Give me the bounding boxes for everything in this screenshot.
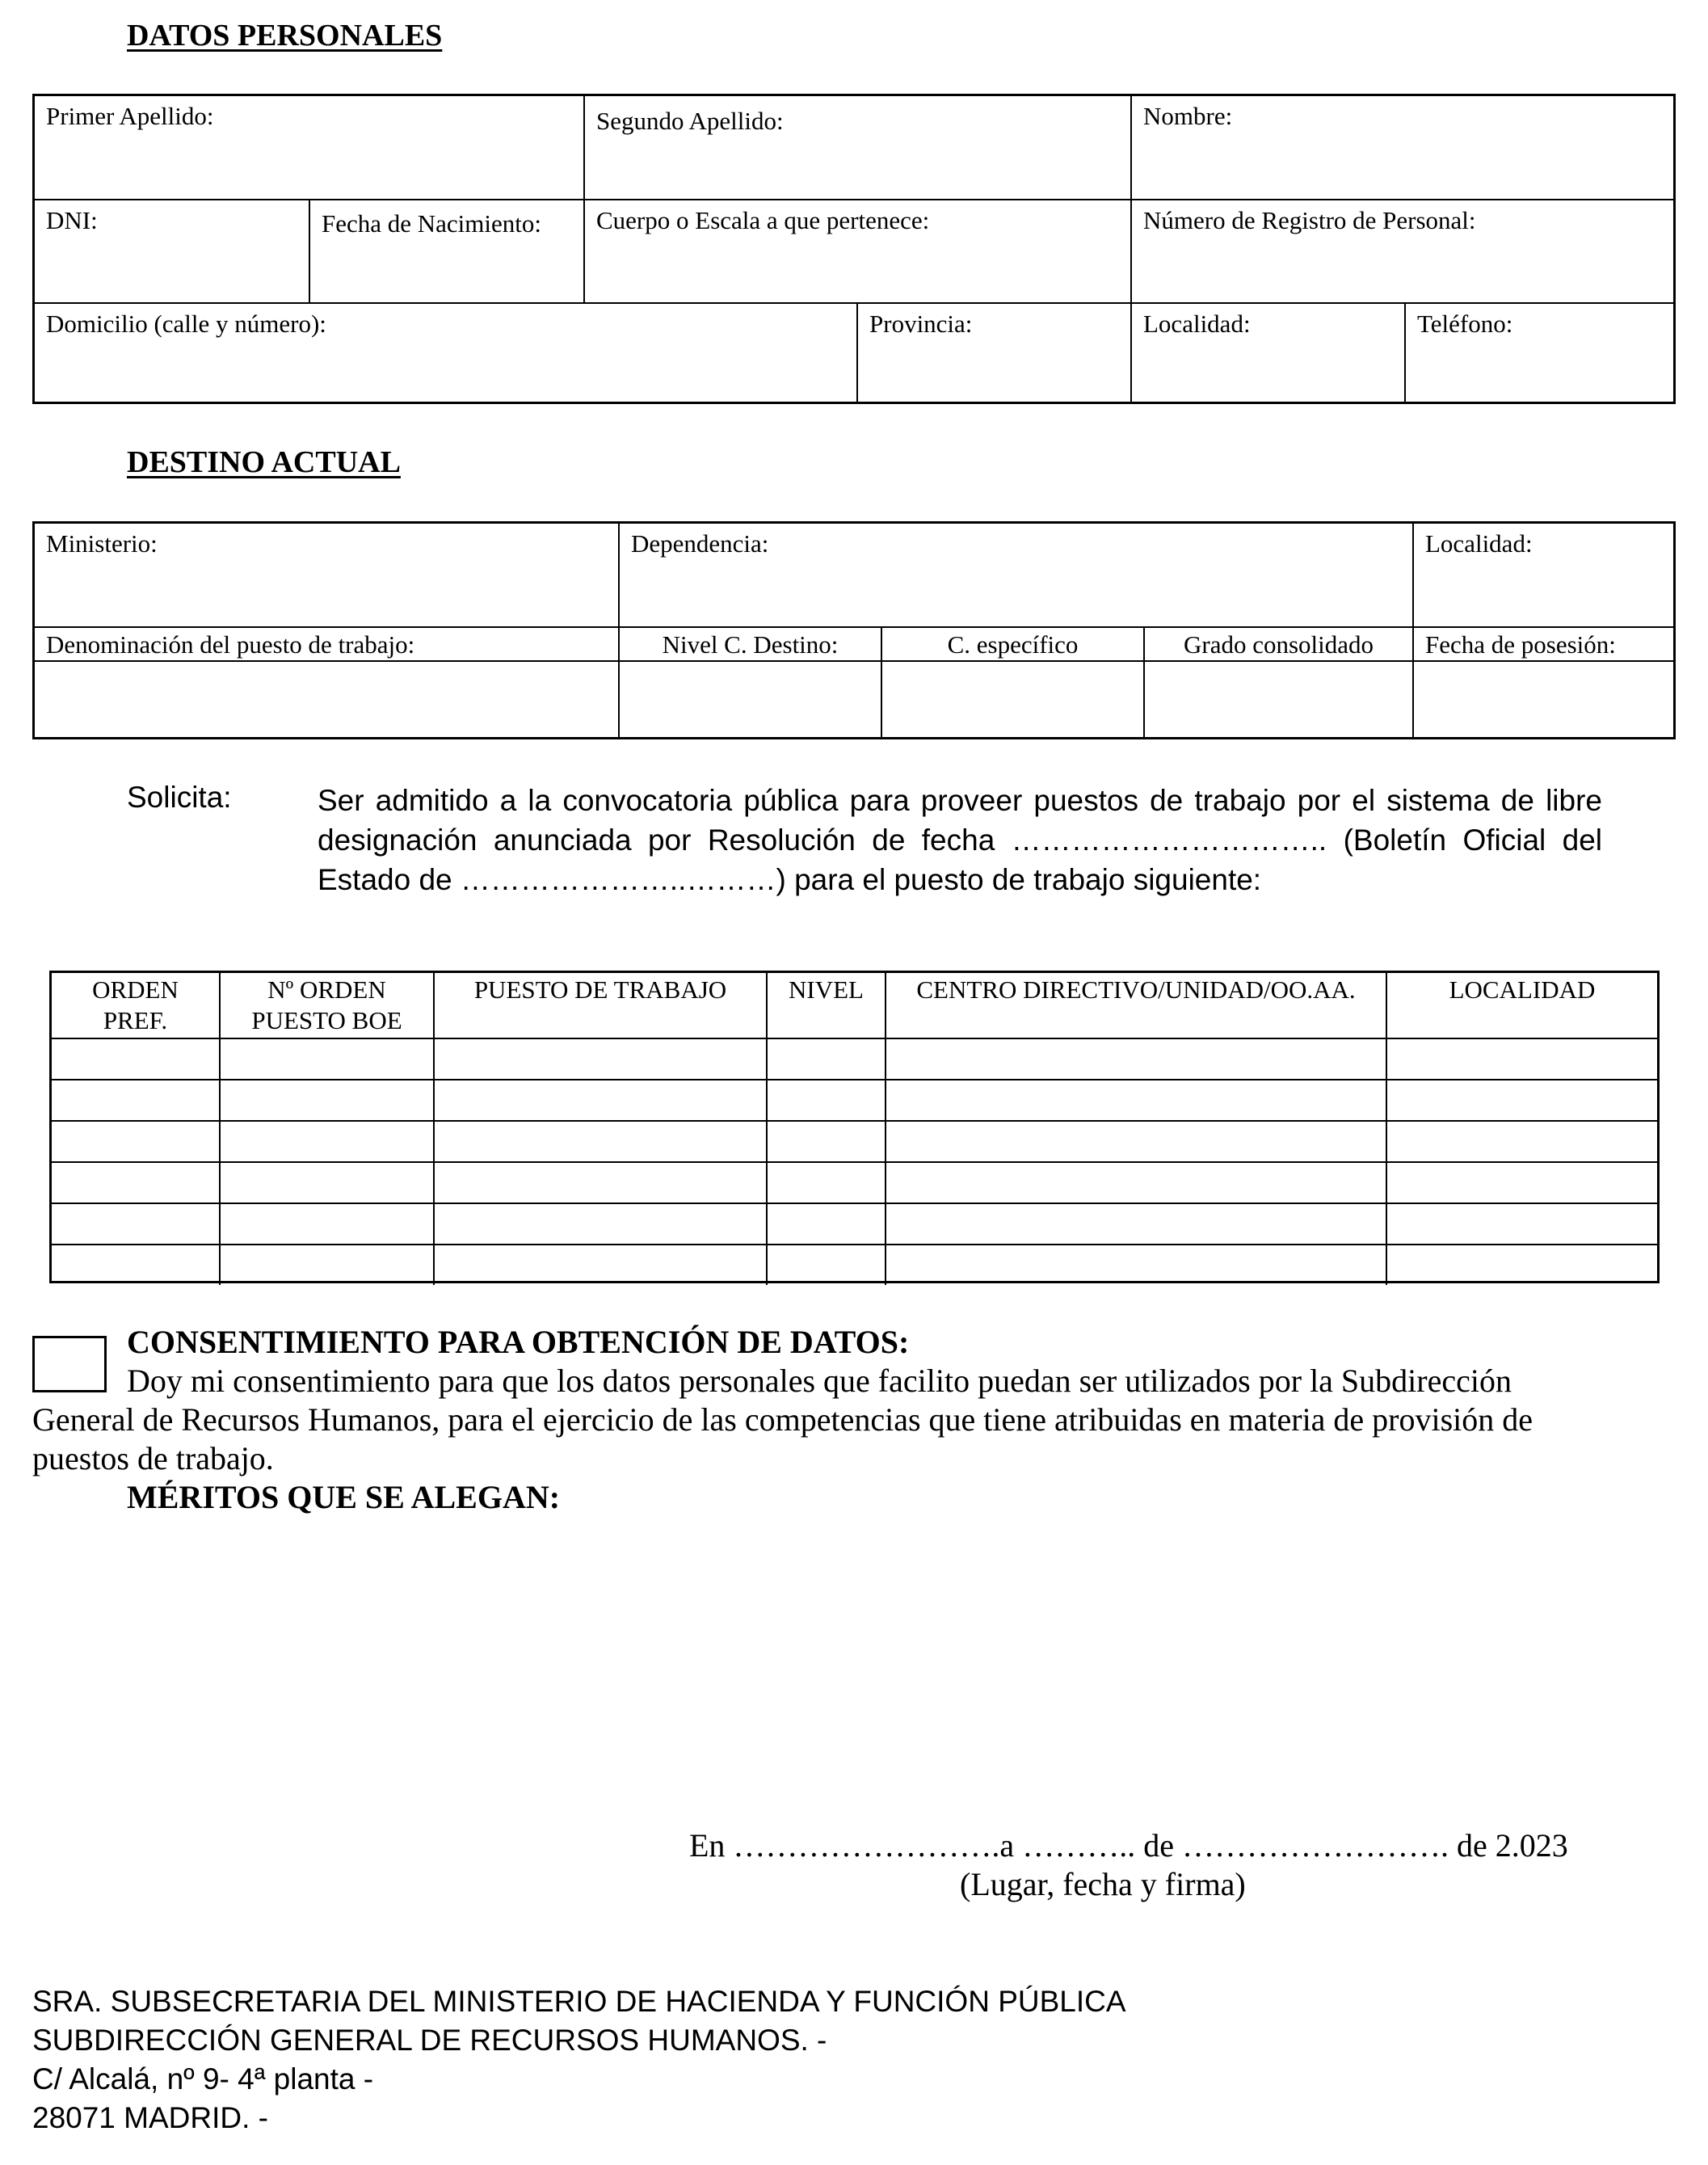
puestos-cell-n-orden-boe[interactable] [219, 1244, 433, 1285]
puestos-cell-centro-directivo[interactable] [885, 1038, 1386, 1079]
localidad-field[interactable] [1130, 302, 1404, 402]
nivel-destino-header: Nivel C. Destino: [618, 626, 881, 660]
consent-line-2: General de Recursos Humanos, para el ejercicio de las competencias que tiene atribuidas en materia de provisión de [32, 1401, 1533, 1438]
section-title-datos-personales: DATOS PERSONALES [127, 19, 443, 53]
puestos-cell-n-orden-boe[interactable] [219, 1120, 433, 1161]
nivel-destino-field[interactable] [618, 660, 881, 737]
puestos-cell-puesto-trabajo[interactable] [433, 1161, 766, 1203]
puestos-cell-orden-pref[interactable] [52, 1203, 219, 1244]
puestos-cell-localidad[interactable] [1386, 1161, 1657, 1203]
puestos-header-localidad: LOCALIDAD [1386, 973, 1657, 1038]
fecha-nacimiento-field[interactable] [309, 199, 583, 302]
domicilio-field[interactable] [35, 302, 856, 402]
solicita-line-1: Ser admitido a la convocatoria pública para proveer puestos de trabajo por el sistema de libre [318, 784, 1602, 817]
puestos-cell-nivel[interactable] [766, 1244, 885, 1285]
fecha-posesion-header: Fecha de posesión: [1412, 626, 1673, 660]
domicilio-label: Domicilio (calle y número): [46, 310, 326, 338]
puestos-cell-nivel[interactable] [766, 1161, 885, 1203]
primer-apellido-field[interactable] [35, 96, 583, 199]
puestos-cell-localidad[interactable] [1386, 1120, 1657, 1161]
puestos-cell-n-orden-boe[interactable] [219, 1038, 433, 1079]
provincia-field[interactable] [856, 302, 1130, 402]
fecha-nacimiento-label: Fecha de Nacimiento: [322, 209, 542, 238]
telefono-field[interactable] [1404, 302, 1673, 402]
ministerio-field[interactable] [35, 524, 618, 626]
meritos-area[interactable] [32, 1523, 1676, 1814]
nombre-label: Nombre: [1143, 102, 1233, 130]
consent-line-1: Doy mi consentimiento para que los datos personales que facilito puedan ser utilizados por la Subdirección [127, 1363, 1512, 1399]
segundo-apellido-label: Segundo Apellido: [596, 107, 784, 135]
puestos-cell-nivel[interactable] [766, 1120, 885, 1161]
localidad-label: Localidad: [1143, 310, 1251, 338]
solicita-label: Solicita: [127, 781, 232, 814]
dependencia-field[interactable] [618, 524, 1412, 626]
nrp-field[interactable] [1130, 199, 1673, 302]
puestos-header-centro-directivo: CENTRO DIRECTIVO/UNIDAD/OO.AA. [885, 973, 1386, 1038]
solicita-text [318, 781, 1602, 899]
puestos-cell-orden-pref[interactable] [52, 1079, 219, 1120]
firma-line: En …………………….a ……….. de ……………………. de 2.023 [689, 1827, 1568, 1864]
puestos-cell-n-orden-boe[interactable] [219, 1079, 433, 1120]
dni-field[interactable] [35, 199, 309, 302]
puestos-cell-centro-directivo[interactable] [885, 1079, 1386, 1120]
puestos-cell-puesto-trabajo[interactable] [433, 1120, 766, 1161]
fecha-posesion-field[interactable] [1412, 660, 1673, 737]
address-line-4: 28071 MADRID. - [32, 2101, 268, 2134]
puestos-cell-localidad[interactable] [1386, 1203, 1657, 1244]
cuerpo-escala-field[interactable] [583, 199, 1130, 302]
grado-consolidado-header: Grado consolidado [1143, 626, 1412, 660]
puestos-cell-puesto-trabajo[interactable] [433, 1244, 766, 1285]
puestos-cell-orden-pref[interactable] [52, 1038, 219, 1079]
puestos-header-puesto-trabajo: PUESTO DE TRABAJO [433, 973, 766, 1038]
nrp-label: Número de Registro de Personal: [1143, 206, 1476, 234]
puestos-cell-puesto-trabajo[interactable] [433, 1038, 766, 1079]
personal-data-table [32, 94, 1676, 404]
puestos-table [49, 971, 1660, 1283]
puestos-cell-nivel[interactable] [766, 1203, 885, 1244]
consent-title: CONSENTIMIENTO PARA OBTENCIÓN DE DATOS: [127, 1324, 910, 1360]
address-line-3: C/ Alcalá, nº 9- 4ª planta - [32, 2062, 374, 2096]
puestos-cell-localidad[interactable] [1386, 1079, 1657, 1120]
destino-localidad-field[interactable] [1412, 524, 1673, 626]
puestos-cell-localidad[interactable] [1386, 1038, 1657, 1079]
address-line-2: SUBDIRECCIÓN GENERAL DE RECURSOS HUMANOS. - [32, 2024, 827, 2057]
puestos-cell-centro-directivo[interactable] [885, 1161, 1386, 1203]
denominacion-field[interactable] [35, 660, 618, 737]
solicita-line-3: Estado de …………………..………) para el puesto de trabajo siguiente: [318, 863, 1262, 896]
address-block [32, 1982, 1126, 2138]
c-especifico-header: C. específico [881, 626, 1143, 660]
primer-apellido-label: Primer Apellido: [46, 102, 214, 130]
puestos-cell-nivel[interactable] [766, 1079, 885, 1120]
puestos-cell-orden-pref[interactable] [52, 1120, 219, 1161]
address-line-1: SRA. SUBSECRETARIA DEL MINISTERIO DE HACIENDA Y FUNCIÓN PÚBLICA [32, 1985, 1126, 2018]
grado-consolidado-field[interactable] [1143, 660, 1412, 737]
nombre-field[interactable] [1130, 96, 1673, 199]
puestos-cell-n-orden-boe[interactable] [219, 1161, 433, 1203]
firma-caption: (Lugar, fecha y firma) [960, 1866, 1246, 1902]
cuerpo-escala-label: Cuerpo o Escala a que pertenece: [596, 206, 930, 234]
destino-localidad-label: Localidad: [1425, 529, 1533, 558]
consent-checkbox[interactable] [32, 1336, 107, 1392]
segundo-apellido-field[interactable] [583, 96, 1130, 199]
provincia-label: Provincia: [869, 310, 973, 338]
denominacion-header: Denominación del puesto de trabajo: [35, 626, 618, 660]
puestos-cell-puesto-trabajo[interactable] [433, 1079, 766, 1120]
ministerio-label: Ministerio: [46, 529, 158, 558]
puestos-cell-orden-pref[interactable] [52, 1244, 219, 1285]
destino-table [32, 521, 1676, 739]
puestos-cell-centro-directivo[interactable] [885, 1244, 1386, 1285]
puestos-cell-n-orden-boe[interactable] [219, 1203, 433, 1244]
puestos-cell-nivel[interactable] [766, 1038, 885, 1079]
c-especifico-field[interactable] [881, 660, 1143, 737]
puestos-cell-orden-pref[interactable] [52, 1161, 219, 1203]
puestos-header-orden-pref: ORDEN PREF. [92, 975, 179, 1034]
meritos-title: MÉRITOS QUE SE ALEGAN: [127, 1479, 561, 1515]
puestos-cell-centro-directivo[interactable] [885, 1203, 1386, 1244]
puestos-cell-puesto-trabajo[interactable] [433, 1203, 766, 1244]
solicita-line-2: designación anunciada por Resolución de fecha ………………………….. (Boletín Oficial del [318, 823, 1602, 857]
consent-line-3: puestos de trabajo. [32, 1440, 274, 1476]
section-title-destino-actual: DESTINO ACTUAL [127, 445, 401, 479]
dni-label: DNI: [46, 206, 98, 234]
puestos-cell-centro-directivo[interactable] [885, 1120, 1386, 1161]
dependencia-label: Dependencia: [631, 529, 769, 558]
telefono-label: Teléfono: [1417, 310, 1513, 338]
puestos-cell-localidad[interactable] [1386, 1244, 1657, 1285]
puestos-header-n-orden-boe: Nº ORDEN PUESTO BOE [219, 973, 433, 1038]
puestos-header-nivel: NIVEL [766, 973, 885, 1038]
